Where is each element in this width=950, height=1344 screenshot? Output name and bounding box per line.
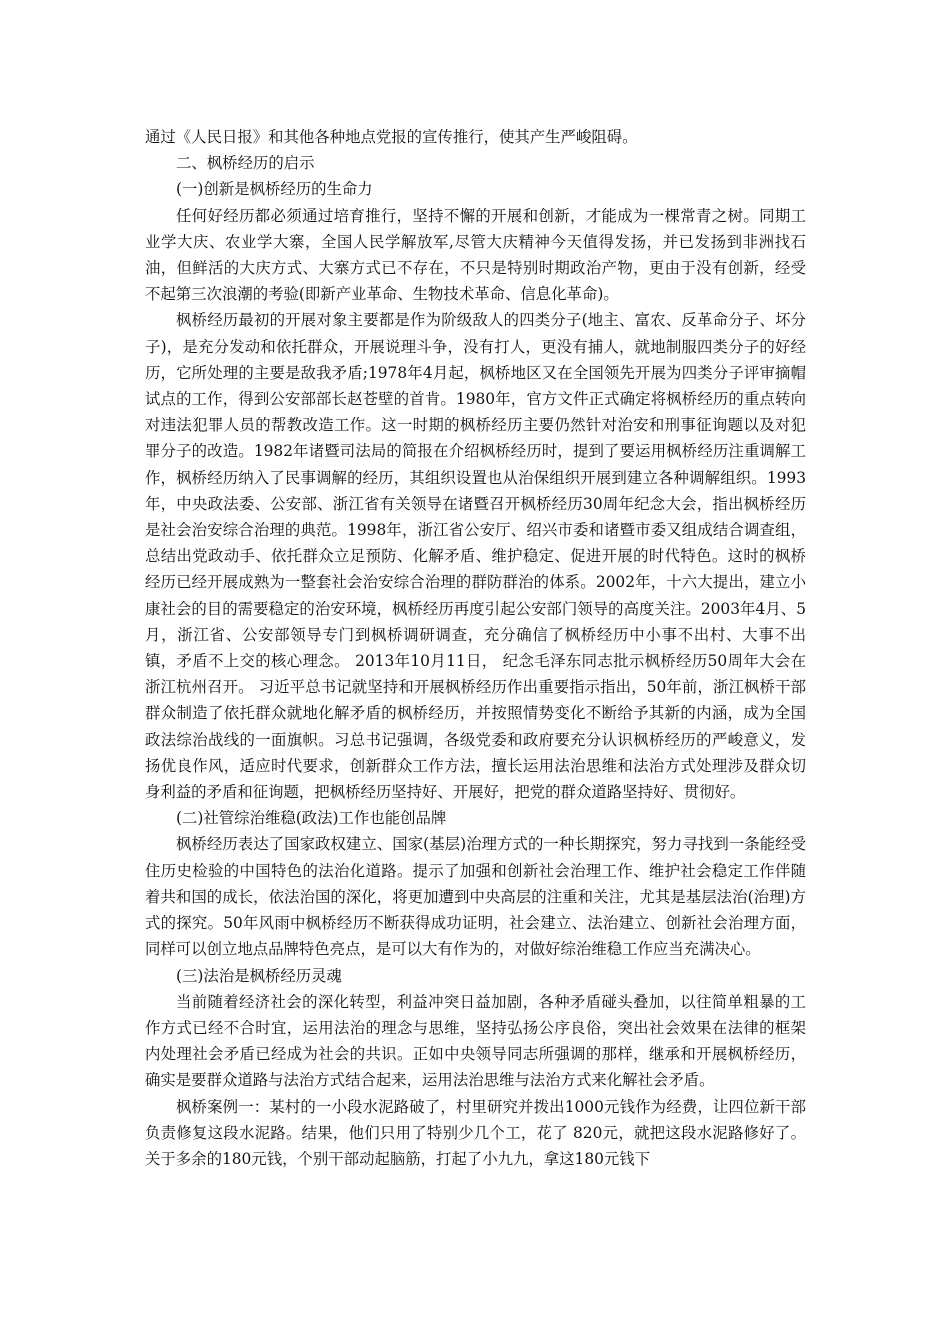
subheading-innovation: (一)创新是枫桥经历的生命力 <box>176 180 373 199</box>
subheading-rule-of-law: (三)法治是枫桥经历灵魂 <box>176 966 342 985</box>
paragraph-continuation: 通过《人民日报》和其他各种地点党报的宣传推行，使其产生严峻阻碍。 <box>145 128 638 146</box>
subheading-brand: (二)社管综治维稳(政法)工作也能创品牌 <box>176 809 447 828</box>
paragraph-history: 枫桥经历最初的开展对象主要都是作为阶级敌人的四类分子(地主、富农、反革命分子、坏分子)，是充分发动和依托群众，开展说理斗争，没有打人，更没有捕人，就地制服四类分子的好经历，它所处理的主要是敌我矛盾;1978年4月起，枫桥地区又在全国领先开展为四类分子评审摘帽试点的工作，得到公安部部长赵苍壁的首肯。1980年，官方文件正式确定将枫桥经历的重点转向对违法犯罪人员的帮教改造工作。这一时期的枫桥经历主要仍然针对治安和刑事征询题以及对犯罪分子的改造。1982年诸暨司法局的简报在介绍枫桥经历时，提到了要运用枫桥经历注重调解工作，枫桥经历纳入了民事调解的经历，其组织设置也从治保组织开展到建立各种调解组织。1993年，中央政法委、公安部、浙江省有关领导在诸暨召开枫桥经历30周年纪念大会，指出枫桥经历是社会治安综合治理的典范。1998年，浙江省公安厅、绍兴市委和诸暨市委又组成结合调查组，总结出党政动手、依托群众立足预防、化解矛盾、维护稳定、促进开展的时代特色。这时的枫桥经历已经开展成熟为一整套社会治安综合治理的群防群治的体系。2002年，十六大提出，建立小康社会的目的需要稳定的治安环境，枫桥经历再度引起公安部门领导的高度关注。2003年4月、5月，浙江省、公安部领导专门到枫桥调研调查，充分确信了枫桥经历中小事不出村、大事不出镇，矛盾不上交的核心理念。 2013年10月11日， 纪念毛泽东同志批示枫桥经历50周年大会在浙江杭州召开。 习近平总书记就坚持和开展枫桥经历作出重要指示指出，50年前，浙江枫桥干部群众制造了依托群众就地化解矛盾的枫桥经历，并按照情势变化不断给予其新的内涵，成为全国政法综治战线的一面旗帜。习总书记强调，各级党委和政府要充分认识枫桥经历的严峻意义，发扬优良作风，适应时代要求，创新群众工作方法，擅长运用法治思维和法治方式处理涉及群众切身利益的矛盾和征询题，把枫桥经历坚持好、开展好，把党的群众道路坚持好、贯彻好。 <box>145 311 806 802</box>
paragraph-innovation: 任何好经历都必须通过培育推行，坚持不懈的开展和创新，才能成为一棵常青之树。同期工业学大庆、农业学大寨，全国人民学解放军,尽管大庆精神今天值得发扬，并已发扬到非洲找石油，但鲜活的大庆方式、大寨方式已不存在，不只是特别时期政治产物，更由于没有创新，经受不起第三次浪潮的考验(即新产业革命、生物技术革命、信息化革命)。 <box>145 206 806 304</box>
paragraph-brand: 枫桥经历表达了国家政权建立、国家(基层)治理方式的一种长期探究，努力寻找到一条能经受住历史检验的中国特色的法治化道路。提示了加强和创新社会治理工作、维护社会稳定工作伴随着共和国的成长，依法治国的深化，将更加遭到中央高层的注重和关注，尤其是基层法治(治理)方式的探究。50年风雨中枫桥经历不断获得成功证明，社会建立、法治建立、创新社会治理方面，同样可以创立地点品牌特色亮点，是可以大有作为的，对做好综治维稳工作应当充满决心。 <box>145 835 806 959</box>
paragraph-case-one: 枫桥案例一：某村的一小段水泥路破了，村里研究并拨出1000元钱作为经费，让四位新干部负责修复这段水泥路。结果，他们只用了特别少几个工，花了 820元，就把这段水泥路修好了。关于多余的180元钱，个别干部动起脑筋，打起了小九九，拿这180元钱下 <box>145 1097 806 1168</box>
document-page <box>145 124 806 1172</box>
section-heading-inspiration: 二、枫桥经历的启示 <box>176 154 315 173</box>
paragraph-rule-of-law: 当前随着经济社会的深化转型，利益冲突日益加剧，各种矛盾碰头叠加，以往简单粗暴的工作方式已经不合时宜，运用法治的理念与思维，坚持弘扬公序良俗，突出社会效果在法律的框架内处理社会矛盾已经成为社会的共识。正如中央领导同志所强调的那样，继承和开展枫桥经历，确实是要群众道路与法治方式结合起来，运用法治思维与法治方式来化解社会矛盾。 <box>145 992 806 1090</box>
